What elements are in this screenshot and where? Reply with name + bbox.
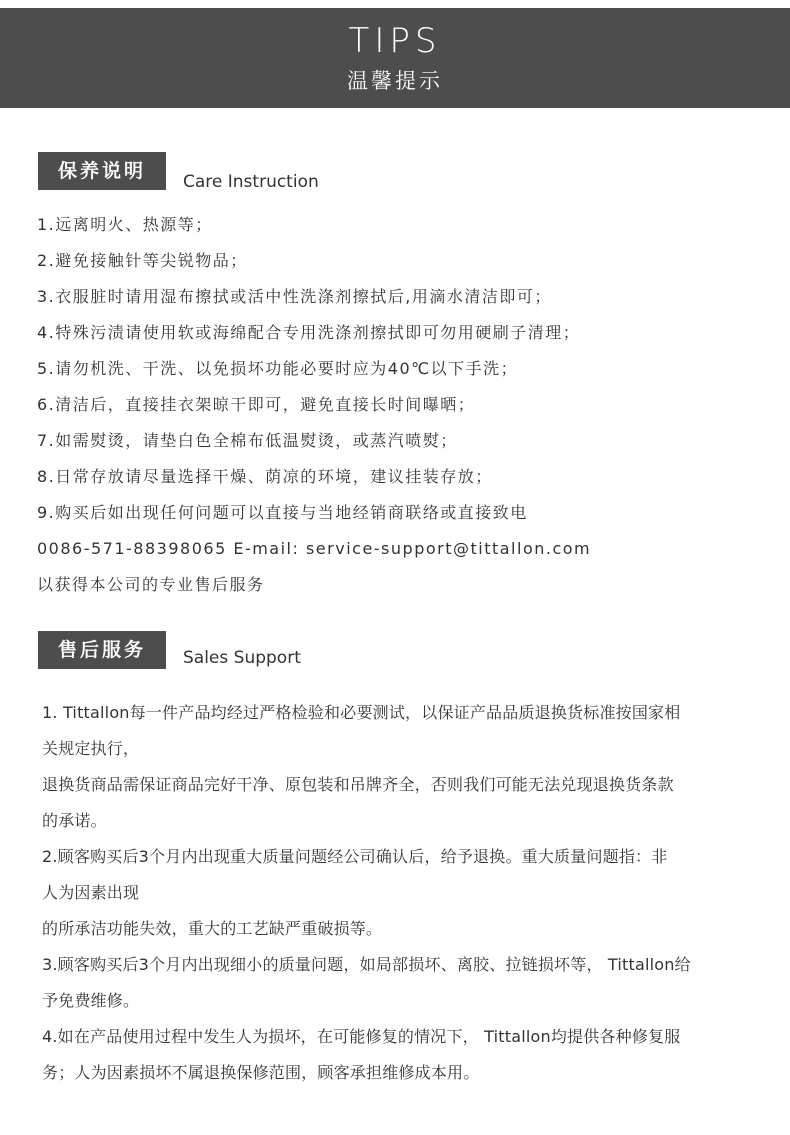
care-section-title: 保养说明 <box>38 152 166 190</box>
sales-support-list <box>42 695 752 1091</box>
sales-section-subtitle: Sales Support <box>183 648 301 668</box>
header-title-en: TIPS <box>348 21 442 61</box>
care-instruction-list <box>37 207 757 603</box>
care-line: 以获得本公司的专业售后服务 <box>37 575 265 594</box>
care-line: 2.避免接触针等尖锐物品； <box>37 251 248 270</box>
care-line: 7.如需熨烫，请垫白色全棉布低温熨烫，或蒸汽喷熨； <box>37 431 458 450</box>
tips-header <box>0 8 790 108</box>
sales-line: 人为因素出现 <box>42 883 140 902</box>
care-line: 5.请勿机洗、干洗、以免损坏功能必要时应为40℃以下手洗； <box>37 359 519 378</box>
sales-line: 4.如在产品使用过程中发生人为损坏，在可能修复的情况下， Tittallon均提供各种修复服 <box>42 1027 681 1046</box>
sales-line: 2.顾客购买后3个月内出现重大质量问题经公司确认后，给予退换。重大质量问题指：非 <box>42 847 668 866</box>
care-line: 9.购买后如出现任何问题可以直接与当地经销商联络或直接致电 <box>37 503 528 522</box>
sales-line: 3.顾客购买后3个月内出现细小的质量问题，如局部损坏、离胶、拉链损坏等， Tittallon给 <box>42 955 691 974</box>
care-line: 4.特殊污渍请使用软或海绵配合专用洗涤剂擦拭即可勿用硬刷子清理； <box>37 323 581 342</box>
care-line: 3.衣服脏时请用湿布擦拭或活中性洗涤剂擦拭后,用滴水清洁即可； <box>37 287 552 306</box>
header-title-zh: 温馨提示 <box>347 69 443 93</box>
care-line: 8.日常存放请尽量选择干燥、荫凉的环境，建议挂装存放； <box>37 467 493 486</box>
sales-line: 的所承洁功能失效，重大的工艺缺严重破损等。 <box>42 919 383 938</box>
care-line: 6.清洁后，直接挂衣架晾干即可，避免直接长时间曝晒； <box>37 395 476 414</box>
sales-line: 的承诺。 <box>42 811 107 830</box>
sales-line: 予免费维修。 <box>42 991 140 1010</box>
sales-line: 退换货商品需保证商品完好干净、原包装和吊牌齐全，否则我们可能无法兑现退换货条款 <box>42 775 674 794</box>
sales-section-title: 售后服务 <box>38 631 166 669</box>
sales-line: 务；人为因素损坏不属退换保修范围，顾客承担维修成本用。 <box>42 1063 480 1082</box>
sales-line: 关规定执行， <box>42 739 140 758</box>
care-line: 1.远离明火、热源等； <box>37 215 213 234</box>
sales-line: 1. Tittallon每一件产品均经过严格检验和必要测试，以保证产品品质退换货标准按国家相 <box>42 703 681 722</box>
care-section-subtitle: Care Instruction <box>183 172 319 192</box>
contact-info-line: 0086-571-88398065 E-mail: service-support@tittallon.com <box>37 539 592 558</box>
